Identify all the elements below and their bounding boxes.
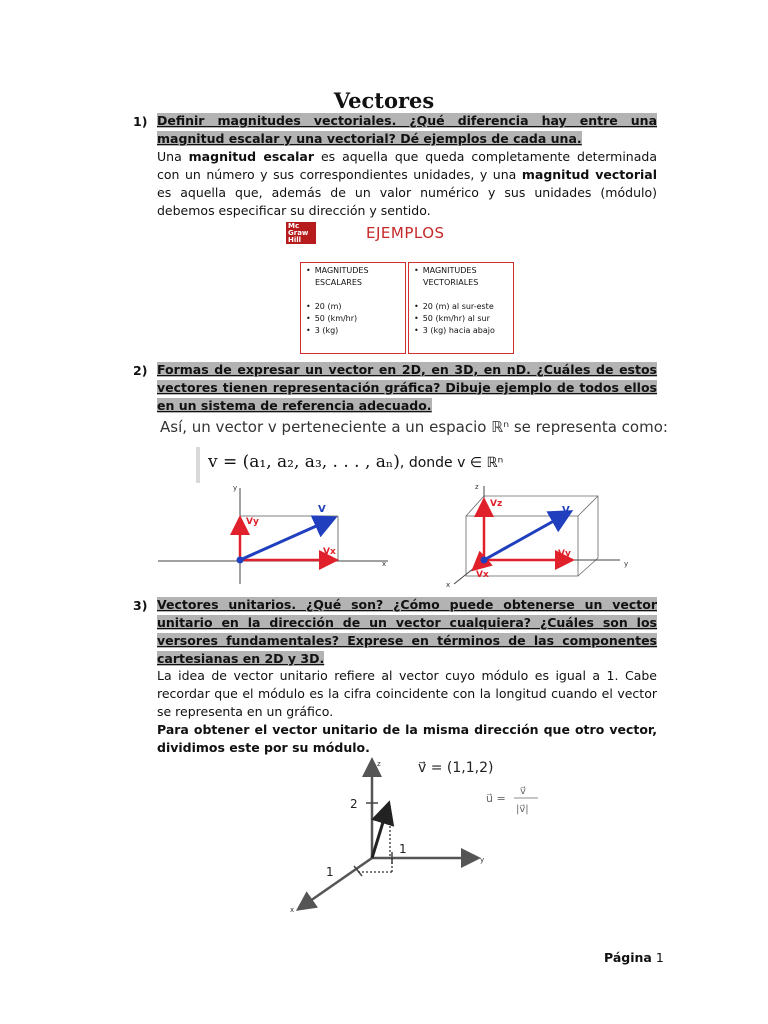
label-vy: Vy: [558, 549, 571, 559]
formula-expression: v = (a₁, a₂, a₃, . . . , aₙ): [208, 452, 400, 472]
section-paragraph-bold: Para obtener el vector unitario de la misma dirección que otro vector, dividimos este por su módulo.: [157, 722, 657, 755]
axis-label-y: y: [624, 560, 629, 568]
scalar-list: [305, 265, 401, 337]
label-v: V: [318, 504, 326, 515]
vector-examples-box: [408, 262, 514, 354]
answer-bold: magnitud vectorial: [521, 167, 657, 182]
list-item: • 50 (km/hr): [315, 313, 401, 325]
formula-caption: Así, un vector v perteneciente a un espacio ℝⁿ se representa como:: [160, 418, 668, 436]
label-vz: Vz: [490, 499, 503, 509]
answer-text: Una: [157, 149, 189, 164]
question-text: Vectores unitarios. ¿Qué son? ¿Cómo puede obtenerse un vector unitario en la dirección de un vector cualquiera? ¿Cuáles son los versores fundamentales? Exprese en términos de las componentes cartesianas en 2D y 3D.: [157, 597, 657, 666]
label-v: V: [562, 505, 570, 516]
label-vx: Vx: [476, 570, 489, 580]
question-text: Formas de expresar un vector en 2D, en 3D, en nD. ¿Cuáles de estos vectores tienen representación gráfica? Dibuje ejemplo de todos ellos en un sistema de referencia adecuado.: [157, 362, 657, 413]
axis-label-x: x: [382, 560, 387, 568]
axis-label-x: x: [446, 581, 451, 589]
unit-vector-diagram: [284, 754, 544, 916]
list-item: • 20 (m): [315, 301, 401, 313]
vector-3d-diagram: [440, 480, 640, 590]
list-item: • 3 (kg): [315, 325, 401, 337]
tick-label-y: 1: [399, 842, 407, 856]
list-item: • 20 (m) al sur-este: [423, 301, 509, 313]
formula: [208, 452, 503, 472]
page-label: Página: [604, 950, 652, 965]
label-vy: Vy: [246, 517, 259, 527]
answer-bold: magnitud escalar: [188, 149, 315, 164]
label-vx: Vx: [323, 547, 336, 557]
answer-text: es aquella que queda completamente determinada con un número y sus correspondientes unidades, y una: [157, 149, 657, 182]
unit-formula-denominator: |v⃗|: [516, 804, 529, 815]
ejemplos-heading: EJEMPLOS: [366, 224, 445, 242]
axis-label-y: y: [480, 856, 485, 864]
scalar-examples-box: [300, 262, 406, 354]
list-item: • 3 (kg) hacia abajo: [423, 325, 509, 337]
section-number: 2): [133, 363, 148, 378]
axis-label-x: x: [290, 906, 295, 914]
vector-list: [413, 265, 509, 337]
vector-v: [372, 806, 388, 858]
section-question: [157, 361, 657, 415]
answer-text: es aquella que, además de un valor numérico y sus unidades (módulo) debemos especificar su dirección y sentido.: [157, 185, 657, 218]
unit-formula-lhs: u⃗ =: [486, 792, 506, 805]
vector-v: [484, 513, 568, 560]
vector-2d-diagram: [158, 480, 398, 586]
document-title: Vectores: [333, 88, 435, 113]
section-number: 1): [133, 114, 148, 129]
section-question: [157, 112, 657, 148]
tick-label-x: 1: [326, 865, 334, 879]
list-item: • MAGNITUDES VECTORIALES: [423, 265, 509, 301]
x-axis: [300, 858, 372, 908]
tick-label-z: 2: [350, 797, 358, 811]
formula-bar: [196, 447, 200, 483]
publisher-logo: Mc Graw Hill: [286, 222, 316, 244]
axis-label-z: z: [377, 760, 381, 768]
list-item: • MAGNITUDES ESCALARES: [315, 265, 401, 301]
question-text: Definir magnitudes vectoriales. ¿Qué diferencia hay entre una magnitud escalar y una vectorial? Dé ejemplos de cada una.: [157, 113, 657, 146]
list-item: • 50 (km/hr) al sur: [423, 313, 509, 325]
section-question: [157, 596, 657, 668]
page-footer: [604, 950, 664, 965]
section-number: 3): [133, 598, 148, 613]
origin-point: [481, 557, 488, 564]
vector-equation: v⃗ = (1,1,2): [418, 760, 494, 776]
section-answer: [157, 148, 657, 220]
formula-where: , donde v ∈ ℝⁿ: [399, 455, 504, 471]
axis-label-y: y: [233, 484, 238, 492]
section-paragraph: La idea de vector unitario refiere al vector cuyo módulo es igual a 1. Cabe recordar que el módulo es la cifra coincidente con la longitud cuando el vector se representa en un gráfico.: [157, 668, 657, 719]
box-frame: [466, 496, 598, 576]
page-number: 1: [655, 950, 664, 965]
origin-point: [237, 557, 244, 564]
unit-formula-numerator: v⃗: [520, 786, 526, 797]
projection-lines: [358, 806, 392, 872]
axis-label-z: z: [475, 483, 479, 491]
